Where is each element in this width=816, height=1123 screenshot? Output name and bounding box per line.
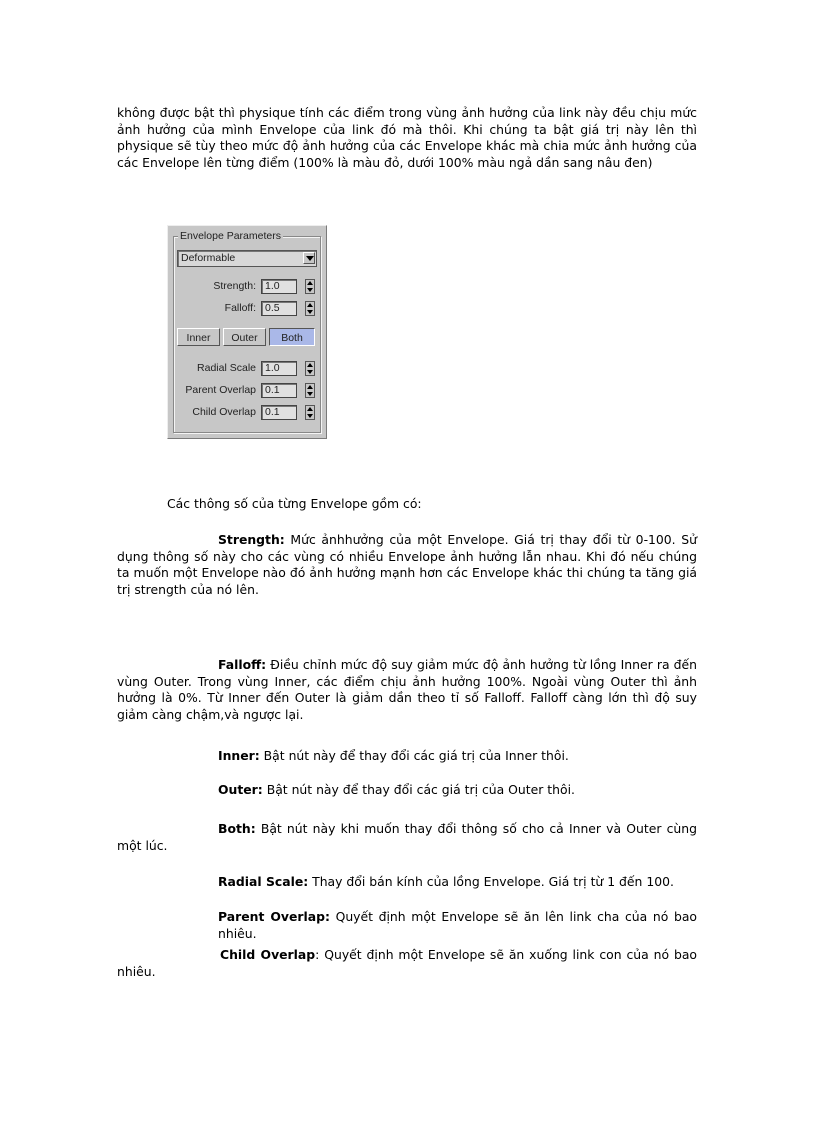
parent-overlap-input[interactable]: 0.1 — [261, 383, 297, 398]
child-overlap-label: Child Overlap — [192, 406, 256, 418]
strength-label: Strength: — [213, 280, 256, 292]
outer-text: Bật nút này để thay đổi các giá trị của Outer thôi. — [262, 782, 575, 797]
section-heading: Các thông số của từng Envelope gồm có: — [167, 496, 422, 511]
radial-scale-term: Radial Scale: — [218, 874, 309, 889]
both-description — [117, 821, 697, 854]
envelope-parameters-panel — [167, 225, 327, 439]
chevron-down-icon[interactable] — [303, 252, 315, 264]
parent-overlap-description — [218, 909, 697, 942]
parent-overlap-text: Quyết định một Envelope sẽ ăn lên link cha của nó bao nhiêu. — [218, 909, 697, 941]
strength-spinner-icon[interactable] — [305, 279, 315, 294]
child-overlap-description — [117, 947, 697, 980]
radial-scale-text: Thay đổi bán kính của lồng Envelope. Giá trị từ 1 đến 100. — [308, 874, 674, 889]
child-overlap-text: : Quyết định một Envelope sẽ ăn xuống link con của nó bao nhiêu. — [117, 947, 697, 979]
inner-term: Inner: — [218, 748, 260, 763]
inner-description — [218, 748, 697, 765]
parent-overlap-term: Parent Overlap: — [218, 909, 330, 924]
inner-button[interactable]: Inner — [177, 328, 220, 346]
falloff-input[interactable]: 0.5 — [261, 301, 297, 316]
strength-term: Strength: — [218, 532, 285, 547]
falloff-spinner-icon[interactable] — [305, 301, 315, 316]
intro-paragraph: không được bật thì physique tính các điểm trong vùng ảnh hưởng của link này đều chịu mức ảnh hưởng của mình Envelope của link đó mà thôi. Khi chúng ta bật giá trị này lên thì physique sẽ tùy theo mức độ ảnh hưởng của các Envelope khác mà chia mức ảnh hưởng của các Envelope lên từng điểm (100% là màu đỏ, dưới 100% màu ngả dần sang nâu đen) — [117, 105, 697, 170]
parent-overlap-label: Parent Overlap — [185, 384, 256, 396]
inner-text: Bật nút này để thay đổi các giá trị của Inner thôi. — [259, 748, 569, 763]
strength-description — [117, 532, 697, 598]
both-button[interactable]: Both — [269, 328, 315, 346]
strength-text: Mức ảnhhưởng của một Envelope. Giá trị thay đổi từ 0-100. Sử dụng thông số này cho các vùng có nhiều Envelope ảnh hưởng lẫn nhau. Khi đó nếu chúng ta muốn một Envelope nào đó ảnh hưởng mạnh hơn các Envelope khác thi chúng ta tăng giá trị strength của nó lên. — [117, 532, 697, 597]
both-text: Bật nút này khi muốn thay đổi thông số cho cả Inner và Outer cùng một lúc. — [117, 821, 697, 853]
panel-title: Envelope Parameters — [180, 230, 281, 242]
falloff-label: Falloff: — [224, 302, 256, 314]
falloff-term: Falloff: — [218, 657, 267, 672]
radial-scale-description — [218, 874, 697, 891]
outer-button[interactable]: Outer — [223, 328, 266, 346]
envelope-type-dropdown[interactable] — [177, 250, 317, 267]
outer-description — [218, 782, 697, 799]
outer-term: Outer: — [218, 782, 263, 797]
child-overlap-spinner-icon[interactable] — [305, 405, 315, 420]
radial-scale-label: Radial Scale — [197, 362, 256, 374]
dropdown-value: Deformable — [181, 252, 236, 264]
falloff-description — [117, 657, 697, 723]
radial-scale-input[interactable]: 1.0 — [261, 361, 297, 376]
falloff-text: Điều chỉnh mức độ suy giảm mức độ ảnh hưởng từ lồng Inner ra đến vùng Outer. Trong vùng Inner, các điểm chịu ảnh hưởng 100%. Ngoài vùng Outer thì ảnh hưởng là 0%. Từ Inner đến Outer là giảm dần theo tỉ số Falloff. Falloff càng lớn thì độ suy giảm càng chậm,và ngược lại. — [117, 657, 697, 722]
child-overlap-term: Child Overlap — [220, 947, 316, 962]
strength-input[interactable]: 1.0 — [261, 279, 297, 294]
both-term: Both: — [218, 821, 256, 836]
child-overlap-input[interactable]: 0.1 — [261, 405, 297, 420]
parent-overlap-spinner-icon[interactable] — [305, 383, 315, 398]
radial-scale-spinner-icon[interactable] — [305, 361, 315, 376]
